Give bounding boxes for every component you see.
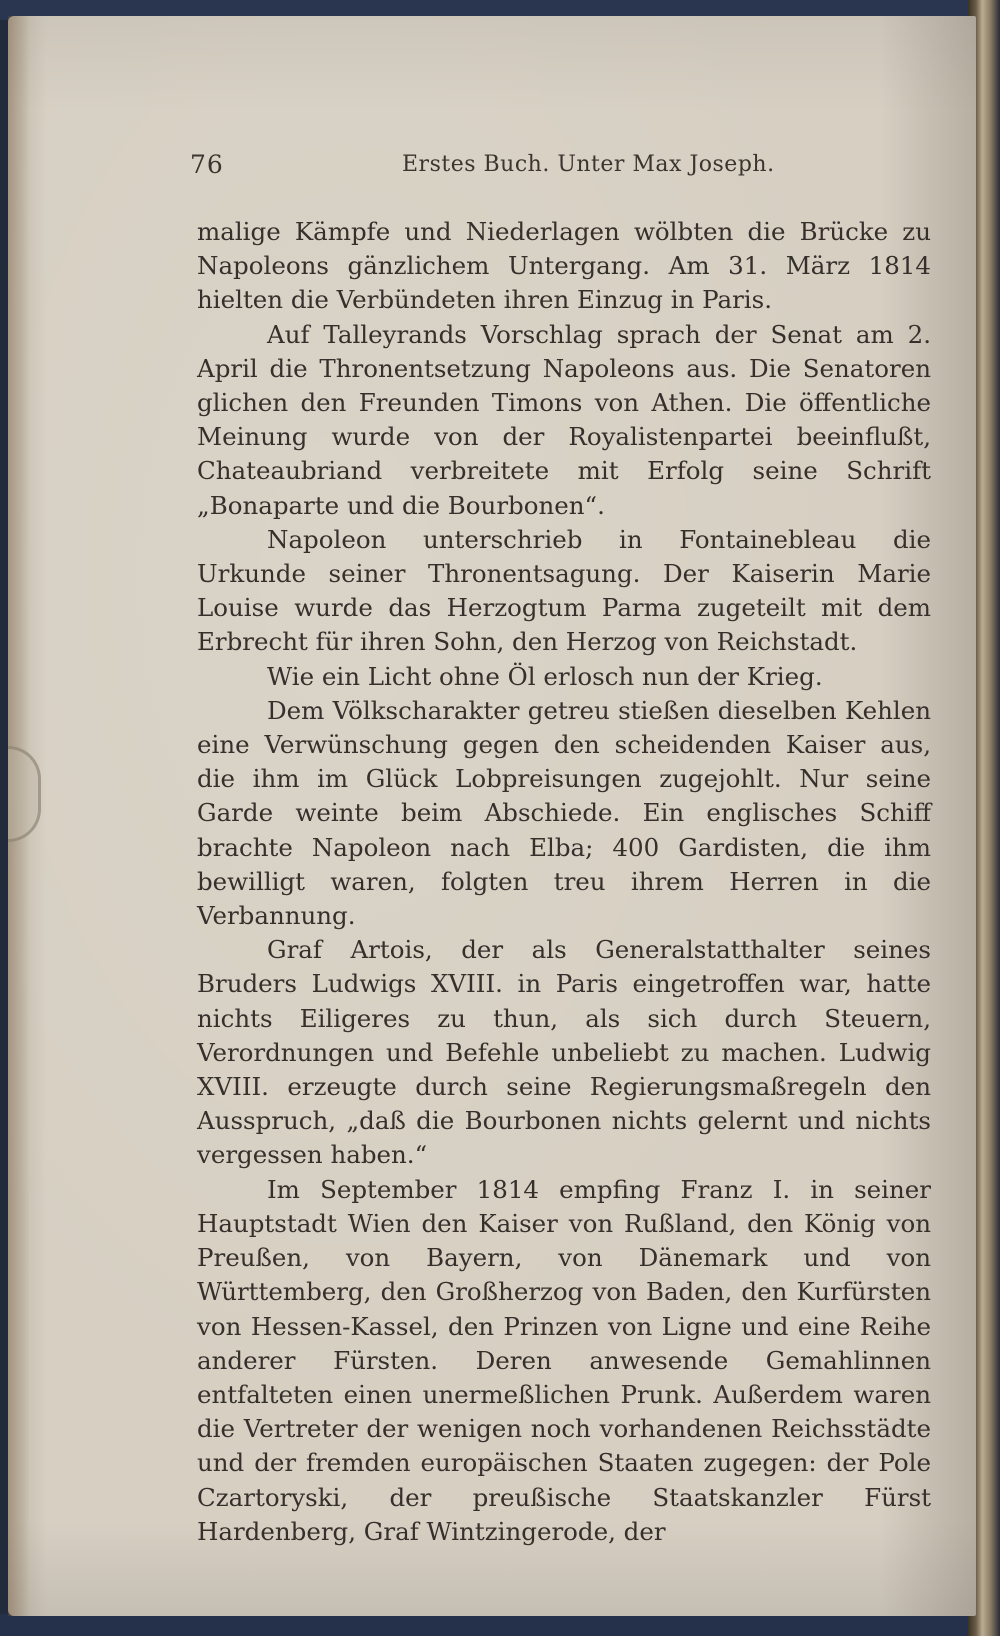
binding-mark xyxy=(8,746,41,842)
paragraph-2: Auf Talleyrands Vorschlag sprach der Senat am 2. April die Thronentsetzung Napoleons aus. Die Senatoren glichen den Freunden Timons von Athen. Die öffentliche Meinung wurde von der Royalistenpartei beeinflußt, Chateaubriand verbreitete mit Erfolg seine Schrift „Bonaparte und die Bourbonen“. xyxy=(197,319,931,520)
paragraph-7: Im September 1814 empfing Franz I. in seiner Hauptstadt Wien den Kaiser von Rußland, den König von Preußen, von Bayern, von Dänemark und von Württemberg, den Großherzog von Baden, den Kurfürsten von Hessen-Kassel, den Prinzen von Ligne und eine Reihe anderer Fürsten. Deren anwesende Gemahlinnen entfalteten einen unermeßlichen Prunk. Außerdem waren die Vertreter der wenigen noch vorhandenen Reichsstädte und der fremden europäischen Staaten zugegen: der Pole Czartoryski, der preußische Staatskanzler Fürst Hardenberg, Graf Wintzingerode, der xyxy=(197,1174,931,1546)
running-title: Erstes Buch. Unter Max Joseph. xyxy=(402,152,775,177)
page-header xyxy=(190,150,920,190)
paragraph-4: Wie ein Licht ohne Öl erlosch nun der Krieg. xyxy=(267,661,823,691)
paragraph-1: malige Kämpfe und Niederlagen wölbten die Brücke zu Napoleons gänzlichem Untergang. Am 31. März 1814 hielten die Verbündeten ihren Einzug in Paris. xyxy=(197,217,931,315)
page-number: 76 xyxy=(190,150,224,179)
paragraph-5: Dem Völkscharakter getreu stießen dieselben Kehlen eine Verwünschung gegen den scheidenden Kaiser aus, die ihm im Glück Lobpreisungen zugejohlt. Nur seine Garde weinte beim Abschiede. Ein englisches Schiff brachte Napoleon nach Elba; 400 Gardisten, die ihm bewilligt waren, folgten treu ihrem Herren in die Verbannung. xyxy=(197,695,931,931)
page-text-body xyxy=(197,215,931,1549)
paragraph-6: Graf Artois, der als Generalstatthalter seines Bruders Ludwigs XVIII. in Paris eingetroffen war, hatte nichts Eiligeres zu thun, als sich durch Steuern, Verordnungen und Befehle unbeliebt zu machen. Ludwig XVIII. erzeugte durch seine Regierungsmaßregeln den Ausspruch, „daß die Bourbonen nichts gelernt und nichts vergessen haben.“ xyxy=(197,935,931,1170)
cover-edge-bottom xyxy=(0,1614,1000,1636)
paragraph-3: Napoleon unterschrieb in Fontainebleau die Urkunde seiner Thronentsagung. Der Kaiserin Marie Louise wurde das Herzogtum Parma zugeteilt mit dem Erbrecht für ihren Sohn, den Herzog von Reichstadt. xyxy=(197,524,931,657)
